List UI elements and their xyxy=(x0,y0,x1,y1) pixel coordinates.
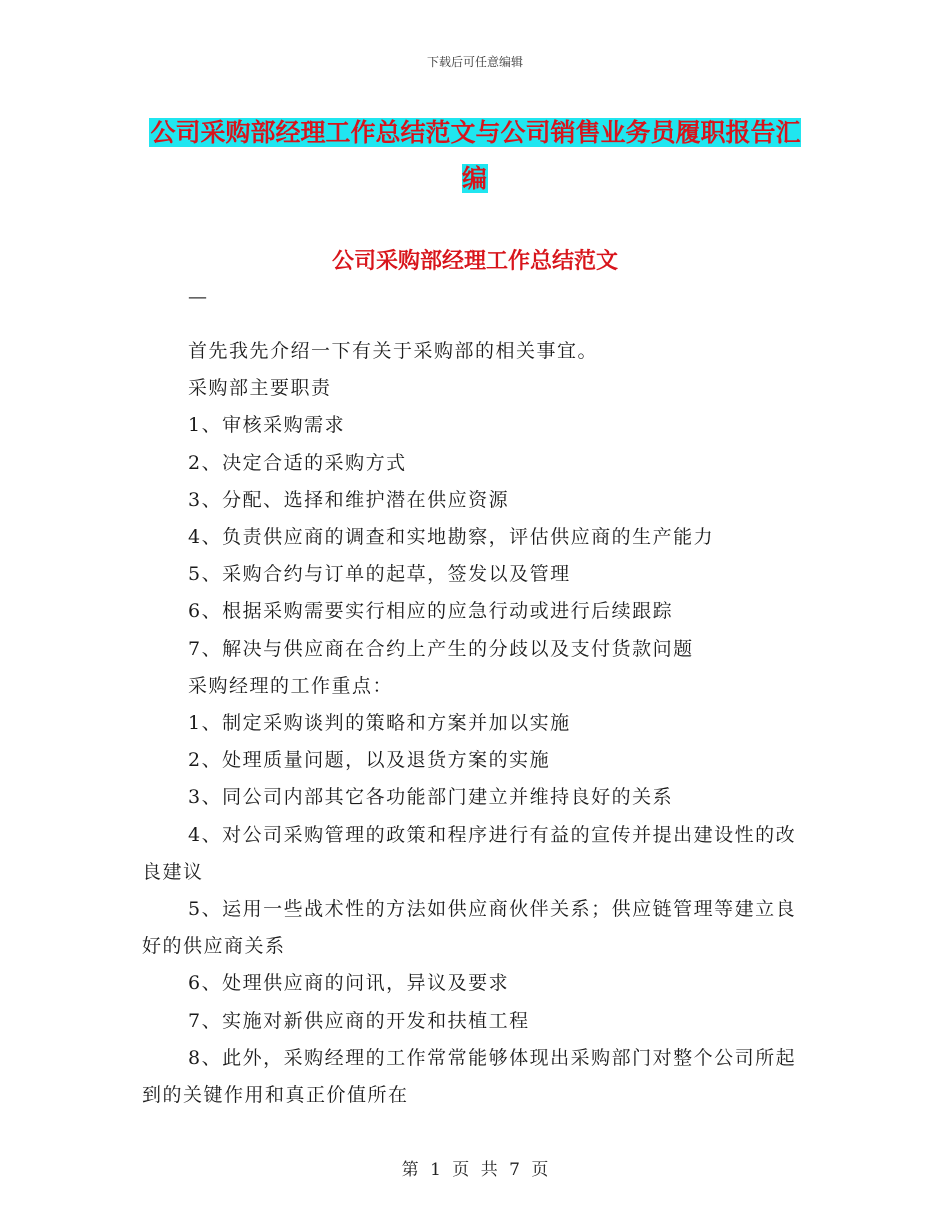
paragraph: 4、对公司采购管理的政策和程序进行有益的宣传并提出建设性的改良建议 xyxy=(142,823,797,883)
section-title: 公司采购部经理工作总结范文 xyxy=(331,249,618,274)
paragraph: 1、审核采购需求 xyxy=(188,414,346,437)
paragraph: 7、解决与供应商在合约上产生的分歧以及支付货款问题 xyxy=(188,637,694,660)
paragraph: 4、负责供应商的调查和实地勘察，评估供应商的生产能力 xyxy=(188,526,715,549)
page-number: 第 1 页 共 7 页 xyxy=(401,1160,549,1180)
paragraph: 6、根据采购需要实行相应的应急行动或进行后续跟踪 xyxy=(188,600,674,623)
document-title-text: 公司采购部经理工作总结范文与公司销售业务员履职报告汇编 xyxy=(150,118,801,193)
paragraph: 6、处理供应商的问讯，异议及要求 xyxy=(188,972,510,995)
paragraph: 1、制定采购谈判的策略和方案并加以实施 xyxy=(188,712,571,735)
paragraph: 5、运用一些战术性的方法如供应商伙伴关系；供应链管理等建立良好的供应商关系 xyxy=(142,898,797,958)
paragraph: 3、同公司内部其它各功能部门建立并维持良好的关系 xyxy=(188,786,674,809)
paragraph: 7、实施对新供应商的开发和扶植工程 xyxy=(188,1009,530,1032)
dash-mark: — xyxy=(188,286,207,308)
paragraph: 3、分配、选择和维护潜在供应资源 xyxy=(188,488,510,511)
body-text xyxy=(142,333,810,1114)
paragraph: 采购经理的工作重点： xyxy=(188,674,394,697)
paragraph: 2、处理质量问题，以及退货方案的实施 xyxy=(188,749,551,772)
document-title xyxy=(142,110,808,202)
paragraph: 采购部主要职责 xyxy=(188,377,332,400)
header-note: 下载后可任意编辑 xyxy=(426,55,523,69)
paragraph: 8、此外，采购经理的工作常常能够体现出采购部门对整个公司所起到的关键作用和真正价值所在 xyxy=(142,1046,797,1107)
paragraph: 2、决定合适的采购方式 xyxy=(188,451,407,474)
paragraph: 5、采购合约与订单的起草，签发以及管理 xyxy=(188,563,571,586)
paragraph: 首先我先介绍一下有关于采购部的相关事宜。 xyxy=(188,340,599,362)
